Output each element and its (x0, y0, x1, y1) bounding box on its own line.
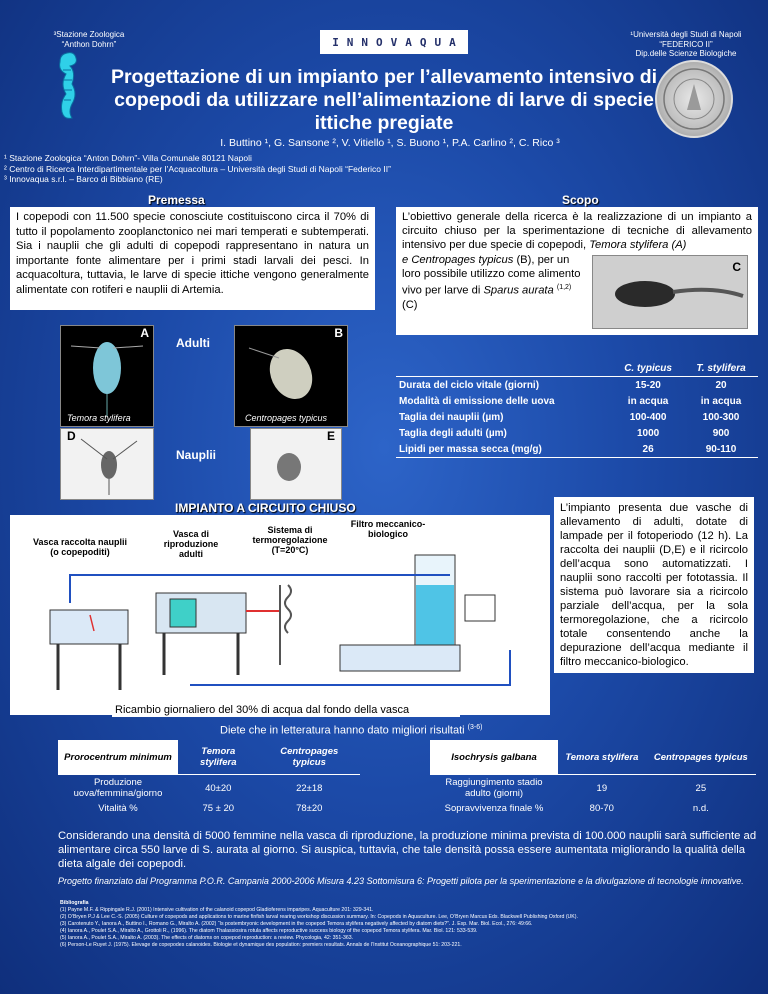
table-cell: 20 (715, 379, 727, 391)
conclusion-text: Considerando una densità di 5000 femmine nella vasca di riproduzione, la produzione minima prevista di 100.000 nauplii sarà sufficiente ad alimentare circa 550 larve di S. aurata al giorno. Si auspica, tuttavia, che tale densità possa essere aumentata migliorando la qualità della dieta algale dei copepodi. (58, 830, 757, 870)
table-cell: 26 (612, 441, 684, 458)
affiliation-right (620, 30, 752, 59)
table-cell: 900 (712, 427, 730, 439)
figure-caption: Temora stylifera (67, 413, 131, 423)
table-row (430, 801, 756, 816)
scopo-text: e (402, 253, 409, 266)
seahorse-logo-icon (54, 50, 82, 122)
diagram-label: Sistema di termoregolazione (T=20°C) (252, 525, 328, 555)
citation: (3-6) (467, 724, 483, 731)
photo-nauplius-e (250, 428, 342, 500)
diagram-label: Vasca raccolta nauplii (o copepoditi) (32, 537, 128, 557)
table-header-cell (396, 360, 612, 377)
table-row (396, 441, 758, 458)
scopo-paragraph (402, 210, 752, 253)
table-header-row (430, 740, 756, 775)
table-header-cell: Centropages typicus (653, 751, 748, 763)
affiliation-line: ¹ Stazione Zoologica “Anton Dohrn”- Villa Comunale 80121 Napoli (4, 153, 252, 163)
table-header-cell: Temora stylifera (200, 746, 237, 768)
table-cell: 100-400 (629, 411, 667, 423)
premessa-text: I copepodi con 11.500 specie conosciute costituiscono circa il 70% di tutto il popolamento zooplanctonico nei mari temperati e subtemperati. Sia i nauplii che gli adulti di copepodi rappresentano in natura un importante fonte alimentare per i primi stadi larvali dei pesci. In acquacoltura, tuttavia, le larve di specie ittiche vengono generalmente alimentate con rotiferi e nauplii di Artemia. (10, 207, 375, 310)
citation: (1,2) (556, 284, 572, 292)
table-cell: 100-300 (702, 411, 740, 423)
aff-right-line: “FEDERICO II” (659, 39, 713, 49)
innovaqua-logo (320, 30, 468, 54)
poster-title: Progettazione di un impianto per l’allevamento intensivo di copepodi da utilizzare nell’alimentazione di larve di specie ittiche pregiate (110, 66, 658, 134)
diet-table-isochrysis (430, 740, 756, 816)
scopo-text: (B), per un loro possibile utilizzo come alimento vivo per larve di (402, 253, 581, 297)
table-row (58, 775, 360, 802)
species-name: Centropages typicus (411, 253, 514, 266)
table-cell: 1000 (636, 427, 660, 439)
table-cell: 22±18 (259, 775, 360, 802)
figure-caption: Centropages typicus (245, 413, 328, 423)
adulti-label: Adulti (176, 336, 210, 350)
table-header-cell: T. stylifera (684, 360, 758, 377)
bibliography-item: (1) Payne M.F. & Rippingale R.J. (2001) Intensive cultivation of the calanoid copepod Gladioferens imparipes. Aquaculture 201: 329-341. (60, 907, 374, 913)
aff-right-line: ¹Università degli Studi di Napoli (630, 30, 742, 39)
larva-photo (592, 255, 748, 329)
table-cell: 80-70 (589, 803, 614, 814)
table-header-cell: Temora stylifera (565, 751, 639, 763)
table-cell: Raggiungimento stadio adulto (giorni) (430, 775, 558, 802)
table-cell: n.d. (692, 803, 709, 814)
table-cell: Lipidi per massa secca (mg/g) (396, 441, 612, 458)
ricambio-caption: Ricambio giornaliero del 30% di acqua dal fondo della vasca (112, 703, 460, 717)
scopo-text: L’obiettivo generale della ricerca è la realizzazione di un impianto a circuito chiuso per la sperimentazione di tecniche di allevamento intensivo per due specie di copepodi, (402, 211, 752, 252)
figure-label: A (140, 326, 149, 340)
diagram-label: Filtro meccanico-biologico (350, 519, 426, 539)
table-cell: Durata del ciclo vitale (giorni) (399, 379, 540, 391)
aff-right-line: Dip.delle Scienze Biologiche (635, 49, 737, 58)
table-cell: 25 (646, 775, 756, 802)
figure-label: D (67, 429, 76, 443)
table-cell: Produzione uova/femmina/giorno (58, 775, 178, 802)
bibliography-item: (5) Ianora A., Poulet S.A., Miralto A. (2003). The effects of diatoms on copepod reproduction: a review. Phycologia, 42: 351-363. (60, 935, 354, 941)
affiliation-line: ³ Innovaqua s.r.l. – Barco di Bibbiano (RE) (4, 174, 163, 184)
affiliation-left (34, 30, 144, 49)
table-header-row (396, 360, 758, 377)
table-cell: Vitalità % (98, 803, 138, 814)
table-cell: in acqua (700, 395, 742, 407)
alga-name: Isochrysis galbana (430, 740, 558, 775)
species-name: Temora stylifera (A) (589, 239, 687, 252)
table-cell: 40±20 (178, 775, 259, 802)
species-name: Sparus aurata (483, 284, 554, 297)
scopo-paragraph-2 (402, 253, 582, 313)
circuit-schematic (10, 515, 550, 715)
table-row (396, 393, 758, 409)
diete-caption (220, 724, 482, 737)
premessa-heading: Premessa (148, 193, 205, 207)
funding-note: Progetto finanziato dal Programma P.O.R. Campania 2000-2006 Misura 4.23 Sottomisura 6: Progetti pilota per la sperimentazione e la divulgazione di tecnologie innovative. (58, 876, 744, 886)
table-cell: 78±20 (296, 803, 323, 814)
table-cell: Taglia dei nauplii (µm) (399, 411, 504, 423)
scopo-heading: Scopo (562, 193, 599, 207)
table-cell: Taglia degli adulti (µm) (399, 427, 507, 439)
circuit-diagram (10, 515, 550, 715)
species-comparison-table (396, 360, 758, 458)
table-header-cell: Centropages typicus (280, 746, 339, 768)
bibliography-item: (3) Carotenuto Y., Ianora A., Buttino I., Romano G., Miralto A. (2002) “Is postembryonic development in the copepod Temora stylifera negatively affected by diatom diets?”. J. Exp. Mar. Biol. Ecol., 276: 49:66. (60, 921, 533, 927)
table-cell: Sopravvivenza finale % (444, 803, 544, 814)
table-cell: 15-20 (635, 379, 661, 391)
table-cell: Modalità di emissione delle uova (399, 395, 555, 407)
table-row (58, 801, 360, 816)
scopo-box (396, 207, 758, 335)
figure-label: B (334, 326, 343, 340)
table-cell: 19 (558, 775, 646, 802)
table-header-row (58, 740, 360, 775)
table-row (396, 377, 758, 394)
authors: I. Buttino ¹, G. Sansone ², V. Vitiello ¹, S. Buono ¹, P.A. Carlino ², C. Rico ³ (220, 137, 560, 149)
scopo-text: (C) (402, 298, 418, 311)
photo-nauplius-d (60, 428, 154, 500)
logo-text: INNOVAQUA (332, 35, 464, 49)
table-cell: 75 ± 20 (202, 803, 235, 814)
affiliation-line: ² Centro di Ricerca Interdipartimentale per l’Acquacoltura – Università degli Studi di Napoli “Federico II” (4, 163, 391, 174)
diet-table-prorocentrum (58, 740, 360, 816)
table-cell: 90-110 (684, 441, 758, 458)
photo-centropages-adult (234, 325, 348, 427)
table-row (396, 425, 758, 441)
figure-label: C (732, 260, 741, 274)
aff-left-line: “Anthon Dohrn” (61, 39, 117, 49)
affiliations-list (4, 153, 564, 185)
table-header-cell: C. typicus (612, 360, 684, 377)
bibliography-item: (2) O’Bryen P.J & Lee C.-S. (2005) Culture of copepods and applications to marine finfish larval rearing workshop discussion summary. In: Copepods in Aquaculture. Lee, O’Bryen Marcus Eds. Blackwell Publishing Oxford (UK). (60, 914, 578, 920)
table-row (430, 775, 756, 802)
bibliography-item: (4) Ianora A., Poulet S.A., Miralto A., Grottoli R., (1996). The diatom Thalassiosira rotula affects reproductive success biology of the copepod Temora stylifera. Mar. Biol. 121: 533-539. (60, 928, 478, 934)
photo-temora-adult (60, 325, 154, 427)
alga-name: Prorocentrum minimum (58, 740, 178, 775)
bibliography-heading: Bibliografia (60, 900, 89, 906)
diagram-label: Vasca di riproduzione adulti (163, 529, 219, 559)
diete-text: Diete che in letteratura hanno dato migliori risultati (220, 724, 465, 737)
figure-label: E (326, 429, 335, 443)
impianto-description: L’impianto presenta due vasche di allevamento di adulti, dotate di lampade per il fotoperiodo (12 h). La raccolta dei nauplii (D,E) e il ricircolo dell’acqua sono automatizzati. I nauplii sono raccolti per fototassia. Il sistema può lavorare sia a ricircolo parziale dell’acqua, per la sola termoregolazione, che a ricircolo totale consentendo anche la depurazione dell’acqua mediante il filtro meccanico-biologico. (554, 497, 754, 673)
nauplii-label: Nauplii (176, 448, 217, 462)
table-row (396, 409, 758, 425)
impianto-heading: IMPIANTO A CIRCUITO CHIUSO (175, 501, 356, 515)
bibliography-item: (6) Person-Le Ruyet J. (1975). Elevage de copepodes calanoides. Biologie et dynamique des population: premiers resultats. Annals de l’Institut Oceanographique 51: 203-221. (60, 942, 462, 948)
aff-left-line: ³Stazione Zoologica (53, 30, 125, 39)
table-cell: in acqua (627, 395, 669, 407)
bibliography (60, 900, 760, 949)
